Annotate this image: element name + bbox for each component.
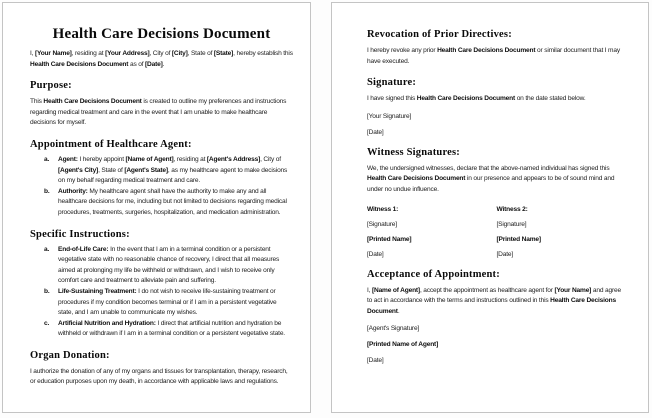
witness-columns bbox=[367, 199, 626, 259]
signature-heading: Signature: bbox=[367, 77, 417, 89]
purpose-paragraph: This Health Care Decisions Document is created to outline my preferences and instructions regarding medical treatment and care in the event that I am unable to make healthcare decisions for myself. bbox=[30, 98, 287, 127]
witness-1-printed-name-line: [Printed Name] bbox=[367, 235, 412, 243]
agent-signature-line: [Agent's Signature] bbox=[367, 325, 420, 333]
witness-2-label: Witness 2: bbox=[496, 205, 528, 213]
witness-2-printed-name-line: [Printed Name] bbox=[496, 235, 541, 243]
witness-signatures-heading: Witness Signatures: bbox=[367, 146, 460, 158]
agent-printed-name-line: [Printed Name of Agent] bbox=[367, 341, 439, 349]
organ-donation-paragraph: I authorize the donation of any of my organs and tissues for transplantation, therapy, research, or education purposes upon my death, in accordance with applicable laws and regulations. bbox=[30, 367, 288, 386]
list-marker: a. bbox=[44, 245, 50, 253]
document-title: Health Care Decisions Document bbox=[52, 26, 271, 42]
list-item bbox=[30, 155, 293, 187]
list-text: End-of-Life Care: In the event that I am in a terminal condition or a persistent vegetative state with no reasonable chance of recovery, I direct that all measures aimed at prolonging my life be withheld or withdrawn, and I wish to receive only comfort care and treatment to alleviate pain and suffering. bbox=[58, 245, 280, 285]
intro-paragraph: I, [Your Name], residing at [Your Address], City of [City], State of [State], hereby establish this Health Care Decisions Document as of [Date]. bbox=[30, 50, 293, 68]
witness-1-column bbox=[367, 199, 497, 259]
signature-date-line: [Date] bbox=[367, 128, 384, 136]
list-item bbox=[30, 319, 293, 340]
acceptance-date-line: [Date] bbox=[367, 357, 384, 365]
acceptance-heading: Acceptance of Appointment: bbox=[367, 268, 500, 280]
appointment-list bbox=[30, 155, 293, 219]
list-item bbox=[30, 245, 293, 287]
list-item bbox=[30, 287, 293, 319]
list-marker: b. bbox=[44, 187, 50, 195]
list-text: Life-Sustaining Treatment: I do not wish to receive life-sustaining treatment or procedures if my condition becomes terminal or if I am in a persistent vegetative state, and I am unable to communicate my wishes. bbox=[58, 287, 277, 317]
signature-paragraph: I have signed this Health Care Decisions Document on the date stated below. bbox=[367, 95, 586, 103]
witness-2-date-line: [Date] bbox=[496, 250, 514, 258]
witness-1-signature-line: [Signature] bbox=[367, 220, 397, 228]
list-marker: c. bbox=[44, 319, 50, 327]
list-item bbox=[30, 187, 293, 219]
list-marker: a. bbox=[44, 155, 50, 163]
witness-1-date-line: [Date] bbox=[367, 250, 384, 258]
witness-paragraph: We, the undersigned witnesses, declare that the above-named individual has signed this Health Care Decisions Document in our presence and appears to be of sound mind and under no undue influence. bbox=[367, 164, 615, 193]
acceptance-paragraph: I, [Name of Agent], accept the appointment as healthcare agent for [Your Name] and agree to act in accordance with the terms and instructions outlined in this Health Care Decisions Document. bbox=[367, 286, 621, 315]
list-marker: b. bbox=[44, 287, 50, 295]
instructions-list bbox=[30, 245, 293, 340]
your-signature-line: [Your Signature] bbox=[367, 112, 412, 120]
list-text: Authority: My healthcare agent shall have the authority to make any and all healthcare decisions for me, including but not limited to decisions regarding medical procedures, treatments, surgeries, hospitalization, and medication administration. bbox=[58, 187, 287, 216]
revocation-heading: Revocation of Prior Directives: bbox=[367, 29, 512, 40]
page-2 bbox=[331, 2, 649, 413]
list-text: Agent: I hereby appoint [Name of Agent], residing at [Agent's Address], City of [Agent's City], State of [Agent's State], as my healthcare agent to make decisions on my behalf regarding medical treatment and care. bbox=[58, 155, 288, 185]
organ-donation-heading: Organ Donation: bbox=[30, 349, 110, 361]
instructions-heading: Specific Instructions: bbox=[30, 228, 130, 240]
witness-2-signature-line: [Signature] bbox=[496, 220, 527, 228]
appointment-heading: Appointment of Healthcare Agent: bbox=[30, 138, 192, 150]
page-1 bbox=[2, 2, 311, 413]
list-text: Artificial Nutrition and Hydration: I direct that artificial nutrition and hydration be withheld or withdrawn if I am in a terminal condition or a persistent vegetative state. bbox=[58, 319, 285, 338]
purpose-heading: Purpose: bbox=[30, 80, 72, 92]
witness-1-label: Witness 1: bbox=[367, 205, 399, 213]
revocation-paragraph: I hereby revoke any prior Health Care Decisions Document or similar document that I may have executed. bbox=[367, 47, 620, 65]
witness-2-column bbox=[497, 199, 627, 259]
